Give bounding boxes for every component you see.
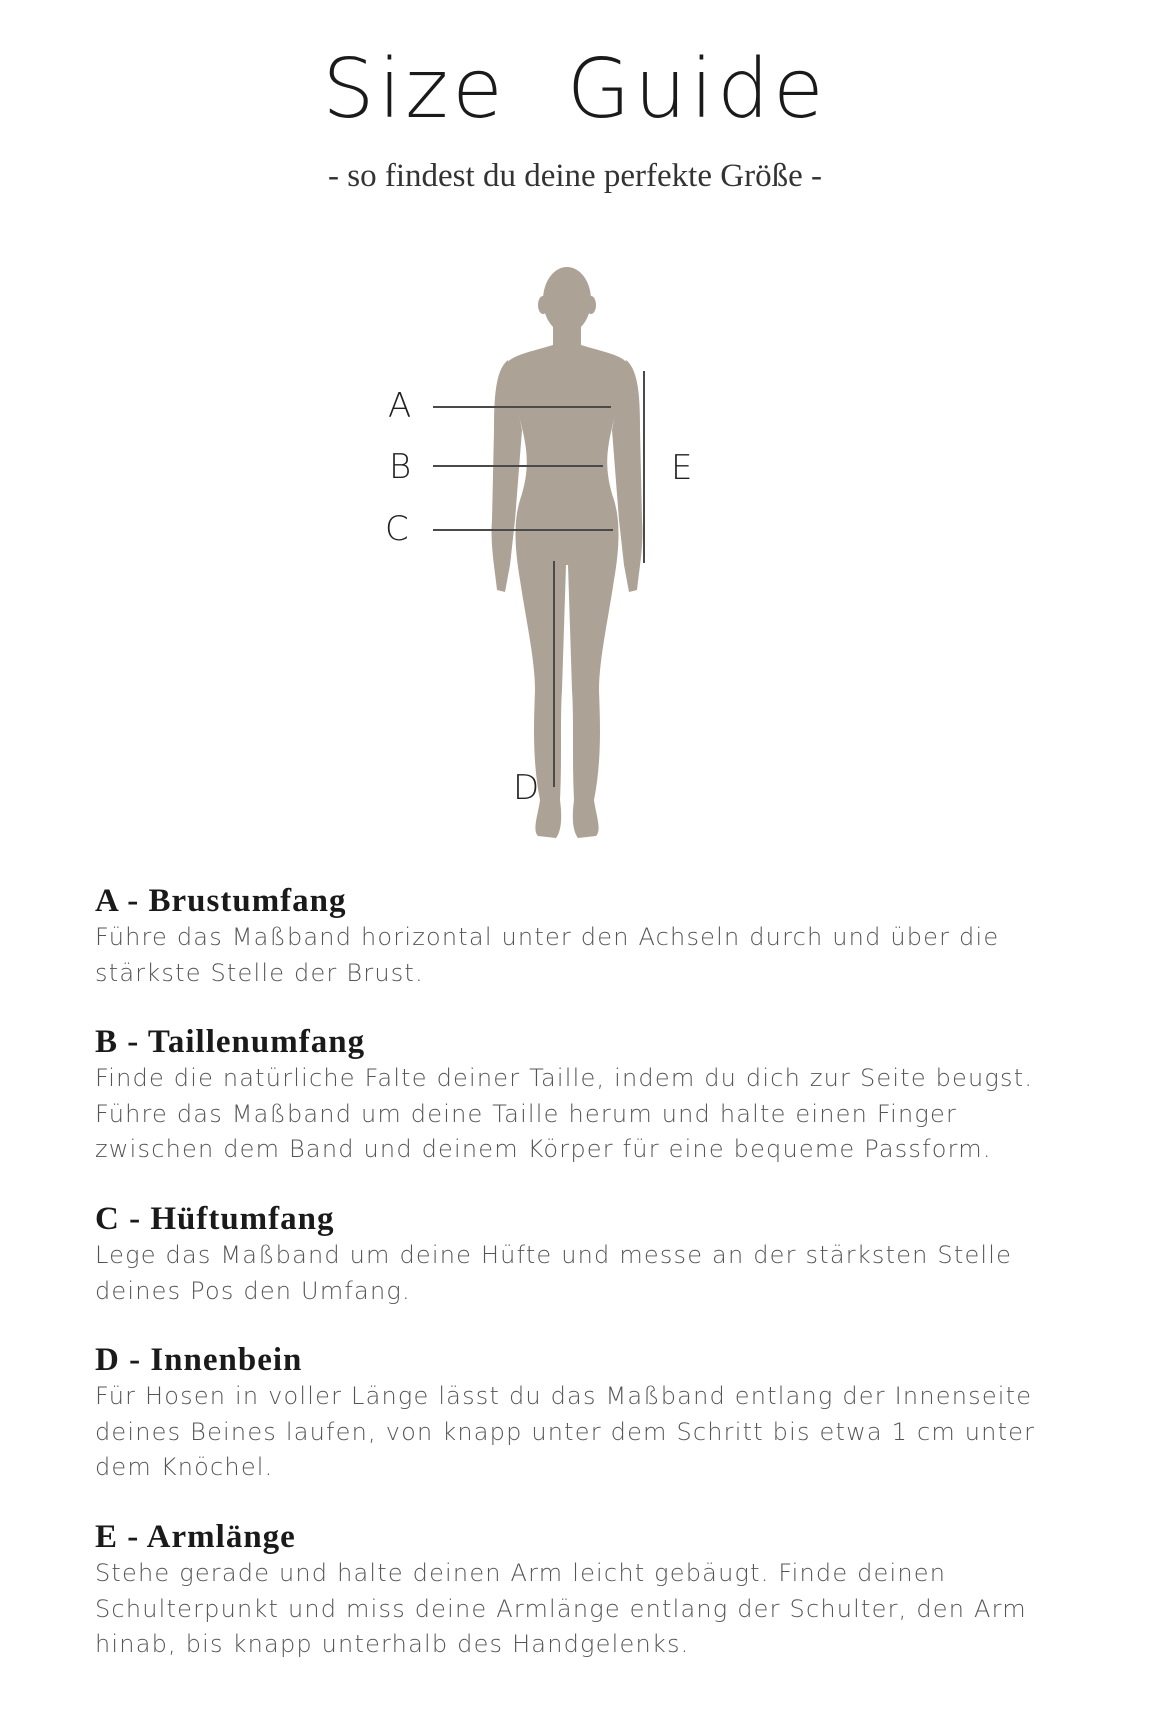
section-text-line: Führe das Maßband horizontal unter den Achseln durch und über die [95, 923, 1000, 951]
section-heading: D - Innenbein [95, 1342, 303, 1378]
section-text-line: Stehe gerade und halte deinen Arm leicht gebäugt. Finde deinen [95, 1559, 947, 1587]
section-text-line: hinab, bis knapp unterhalb des Handgelenks. [95, 1630, 690, 1658]
label-c: C [385, 509, 409, 549]
section-text-line: deines Beines laufen, von knapp unter dem Schritt bis etwa 1 cm unter [95, 1417, 1036, 1446]
page-title: Size Guide [322, 42, 828, 137]
section-heading: B - Taillenumfang [95, 1024, 366, 1060]
section-heading: E - Armlänge [95, 1519, 296, 1555]
label-a: A [388, 386, 412, 426]
section-text-line: stärkste Stelle der Brust. [95, 958, 424, 987]
section-text-line: Lege das Maßband um deine Hüfte und messe an der stärksten Stelle [95, 1241, 1013, 1269]
section-text-line: zwischen dem Band und deinem Körper für eine bequeme Passform. [95, 1135, 992, 1163]
label-e: E [671, 448, 693, 488]
section-heading: C - Hüftumfang [95, 1201, 335, 1237]
section-hueftumfang [95, 1200, 1095, 1309]
section-heading: A - Brustumfang [95, 883, 347, 919]
section-innenbein [95, 1341, 1095, 1486]
section-armlaenge [95, 1518, 1095, 1663]
section-text-line: Schulterpunkt und miss deine Armlänge entlang der Schulter, den Arm [95, 1594, 1027, 1623]
label-b: B [389, 447, 412, 487]
section-text-line: deines Pos den Umfang. [95, 1276, 411, 1305]
body-silhouette [492, 267, 643, 838]
section-taillenumfang [95, 1023, 1095, 1168]
section-text-line: Führe das Maßband um deine Taille herum und halte einen Finger [95, 1099, 958, 1128]
section-text-line: Für Hosen in voller Länge lässt du das Maßband entlang der Innenseite [95, 1382, 1033, 1410]
section-brustumfang [95, 882, 1095, 991]
page-subtitle: - so findest du deine perfekte Größe - [328, 158, 822, 194]
label-d: D [513, 768, 540, 808]
section-text-line: Finde die natürliche Falte deiner Taille, indem du dich zur Seite beugst. [95, 1064, 1034, 1092]
section-text-line: dem Knöchel. [95, 1453, 274, 1481]
